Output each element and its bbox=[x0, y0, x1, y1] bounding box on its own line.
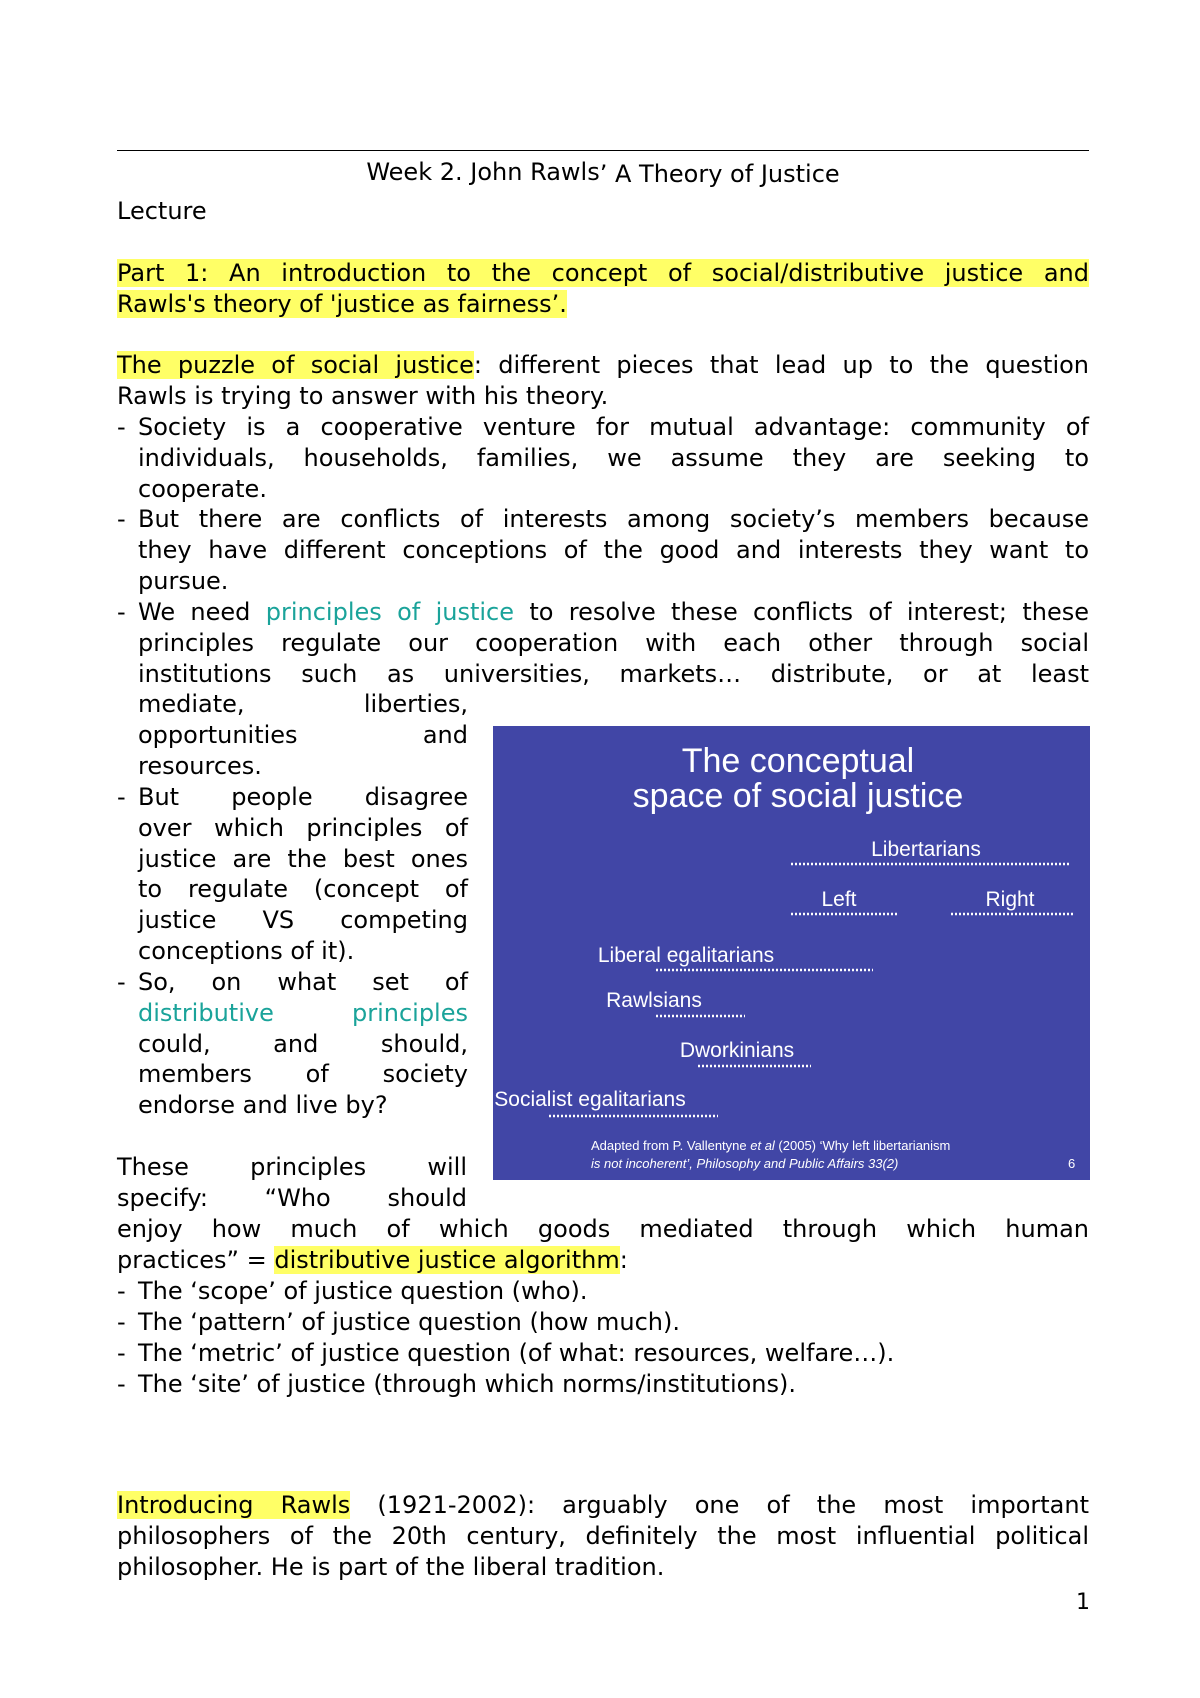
algorithm-highlight: distributive justice algorithm bbox=[274, 1246, 620, 1274]
principles-line3: enjoy how much of which goods mediated through which human bbox=[117, 1215, 1089, 1243]
document-page: Week 2. John Rawls’ A Theory of Justice Lecture Part 1: An introduction to the concept of social/distributive justice and Rawls's theory of 'justice as fairness’. The puzzle of social justice: different pieces that lead up to the question Rawls is trying to answer with his theory. - Society is a cooperative venture for mutual advantage: community of individuals, households, families, we assume they are seeking to cooperate. - But there are conflicts of interests among society’s members because they have different conceptions of the good and interests they want to pursue. - We need principles of justice to resolve these conflicts of interest; these principles regulate our cooperation with each other through social institutions such as universities, markets… distribute, or at least mediate, liberties, opportunities and resources. - But people disagree over which principles of justice are the best ones to regulate (concept of justice VS competing conceptions of it). - So, on what set of distributive principles could, and should, members of society endorse and live by? The conceptual space of social justice Libertarians Left Right Liberal egalitarians Rawlsians Dworkinians Socialist egalitarians Adapted from P. Vallentyne et al (2005) ‘Why left libertarianism is not incoherent’, Philosophy and Public Affairs 33(2) 6 These principles will specify: “Who should enjoy how much of which goods mediated through which human practices” = distributive justice algorithm: - The ‘scope’ of justice question (who). - The ‘pattern’ of justice question (how much). - The ‘metric’ of justice question (of what: resources, welfare…). - The ‘site’ of justice (through which norms/institutions). Introducing Rawls (1921-2002): arguably one of the most important philosophers of the 20th century, definitely the most influential political philosopher. He is part of the liberal tradition. 1 bbox=[0, 0, 1200, 1698]
slide-title-line2: space of social justice bbox=[632, 777, 964, 815]
lecture-subtitle: Lecture bbox=[117, 197, 207, 225]
slide-title-line1: The conceptual bbox=[681, 742, 915, 780]
label-socialist-egalitarians: Socialist egalitarians bbox=[494, 1088, 686, 1111]
distributive-principles-term: distributive principles bbox=[138, 998, 468, 1027]
header-rule bbox=[117, 150, 1089, 151]
principles-line1: These principles will bbox=[117, 1153, 467, 1181]
page-number: 1 bbox=[1076, 1590, 1090, 1615]
page-title bbox=[117, 152, 1089, 192]
rawls-line3: philosopher. He is part of the liberal tradition. bbox=[117, 1553, 665, 1581]
part1-heading-line2: Rawls's theory of 'justice as fairness’. bbox=[117, 290, 567, 318]
puzzle-line1: The puzzle of social justice: different pieces that lead up to the question bbox=[117, 351, 1089, 379]
part1-heading-line1: Part 1: An introduction to the concept of social/distributive justice and bbox=[117, 259, 1089, 287]
introducing-rawls-highlight: Introducing Rawls bbox=[117, 1491, 351, 1519]
label-dworkinians: Dworkinians bbox=[679, 1039, 795, 1062]
principles-line2: specify: “Who should bbox=[117, 1184, 467, 1212]
label-rawlsians: Rawlsians bbox=[606, 989, 702, 1012]
label-right: Right bbox=[985, 888, 1035, 911]
slide-caption-line1: Adapted from P. Vallentyne et al (2005) ‘Why left libertarianism bbox=[591, 1138, 951, 1153]
slide-caption-line2: is not incoherent’, Philosophy and Public Affairs 33(2) bbox=[591, 1156, 899, 1171]
slide-number: 6 bbox=[1068, 1156, 1076, 1171]
label-left: Left bbox=[821, 888, 857, 911]
principles-line4: practices” = distributive justice algorithm: bbox=[117, 1246, 628, 1274]
rawls-line2: philosophers of the 20th century, definitely the most influential political bbox=[117, 1522, 1089, 1550]
label-libertarians: Libertarians bbox=[871, 838, 981, 861]
rawls-line1: Introducing Rawls (1921-2002): arguably one of the most important bbox=[117, 1491, 1090, 1519]
puzzle-highlight: The puzzle of social justice bbox=[117, 351, 474, 379]
label-liberal-egalitarians: Liberal egalitarians bbox=[597, 944, 775, 967]
principles-of-justice-term: principles of justice bbox=[265, 598, 515, 626]
title-part-2: ’ A Theory of Justice bbox=[599, 160, 840, 188]
conceptual-space-slide bbox=[493, 726, 1090, 1180]
puzzle-line2: Rawls is trying to answer with his theory. bbox=[117, 382, 609, 410]
title-part-1: Week 2. John Rawls bbox=[366, 158, 600, 186]
